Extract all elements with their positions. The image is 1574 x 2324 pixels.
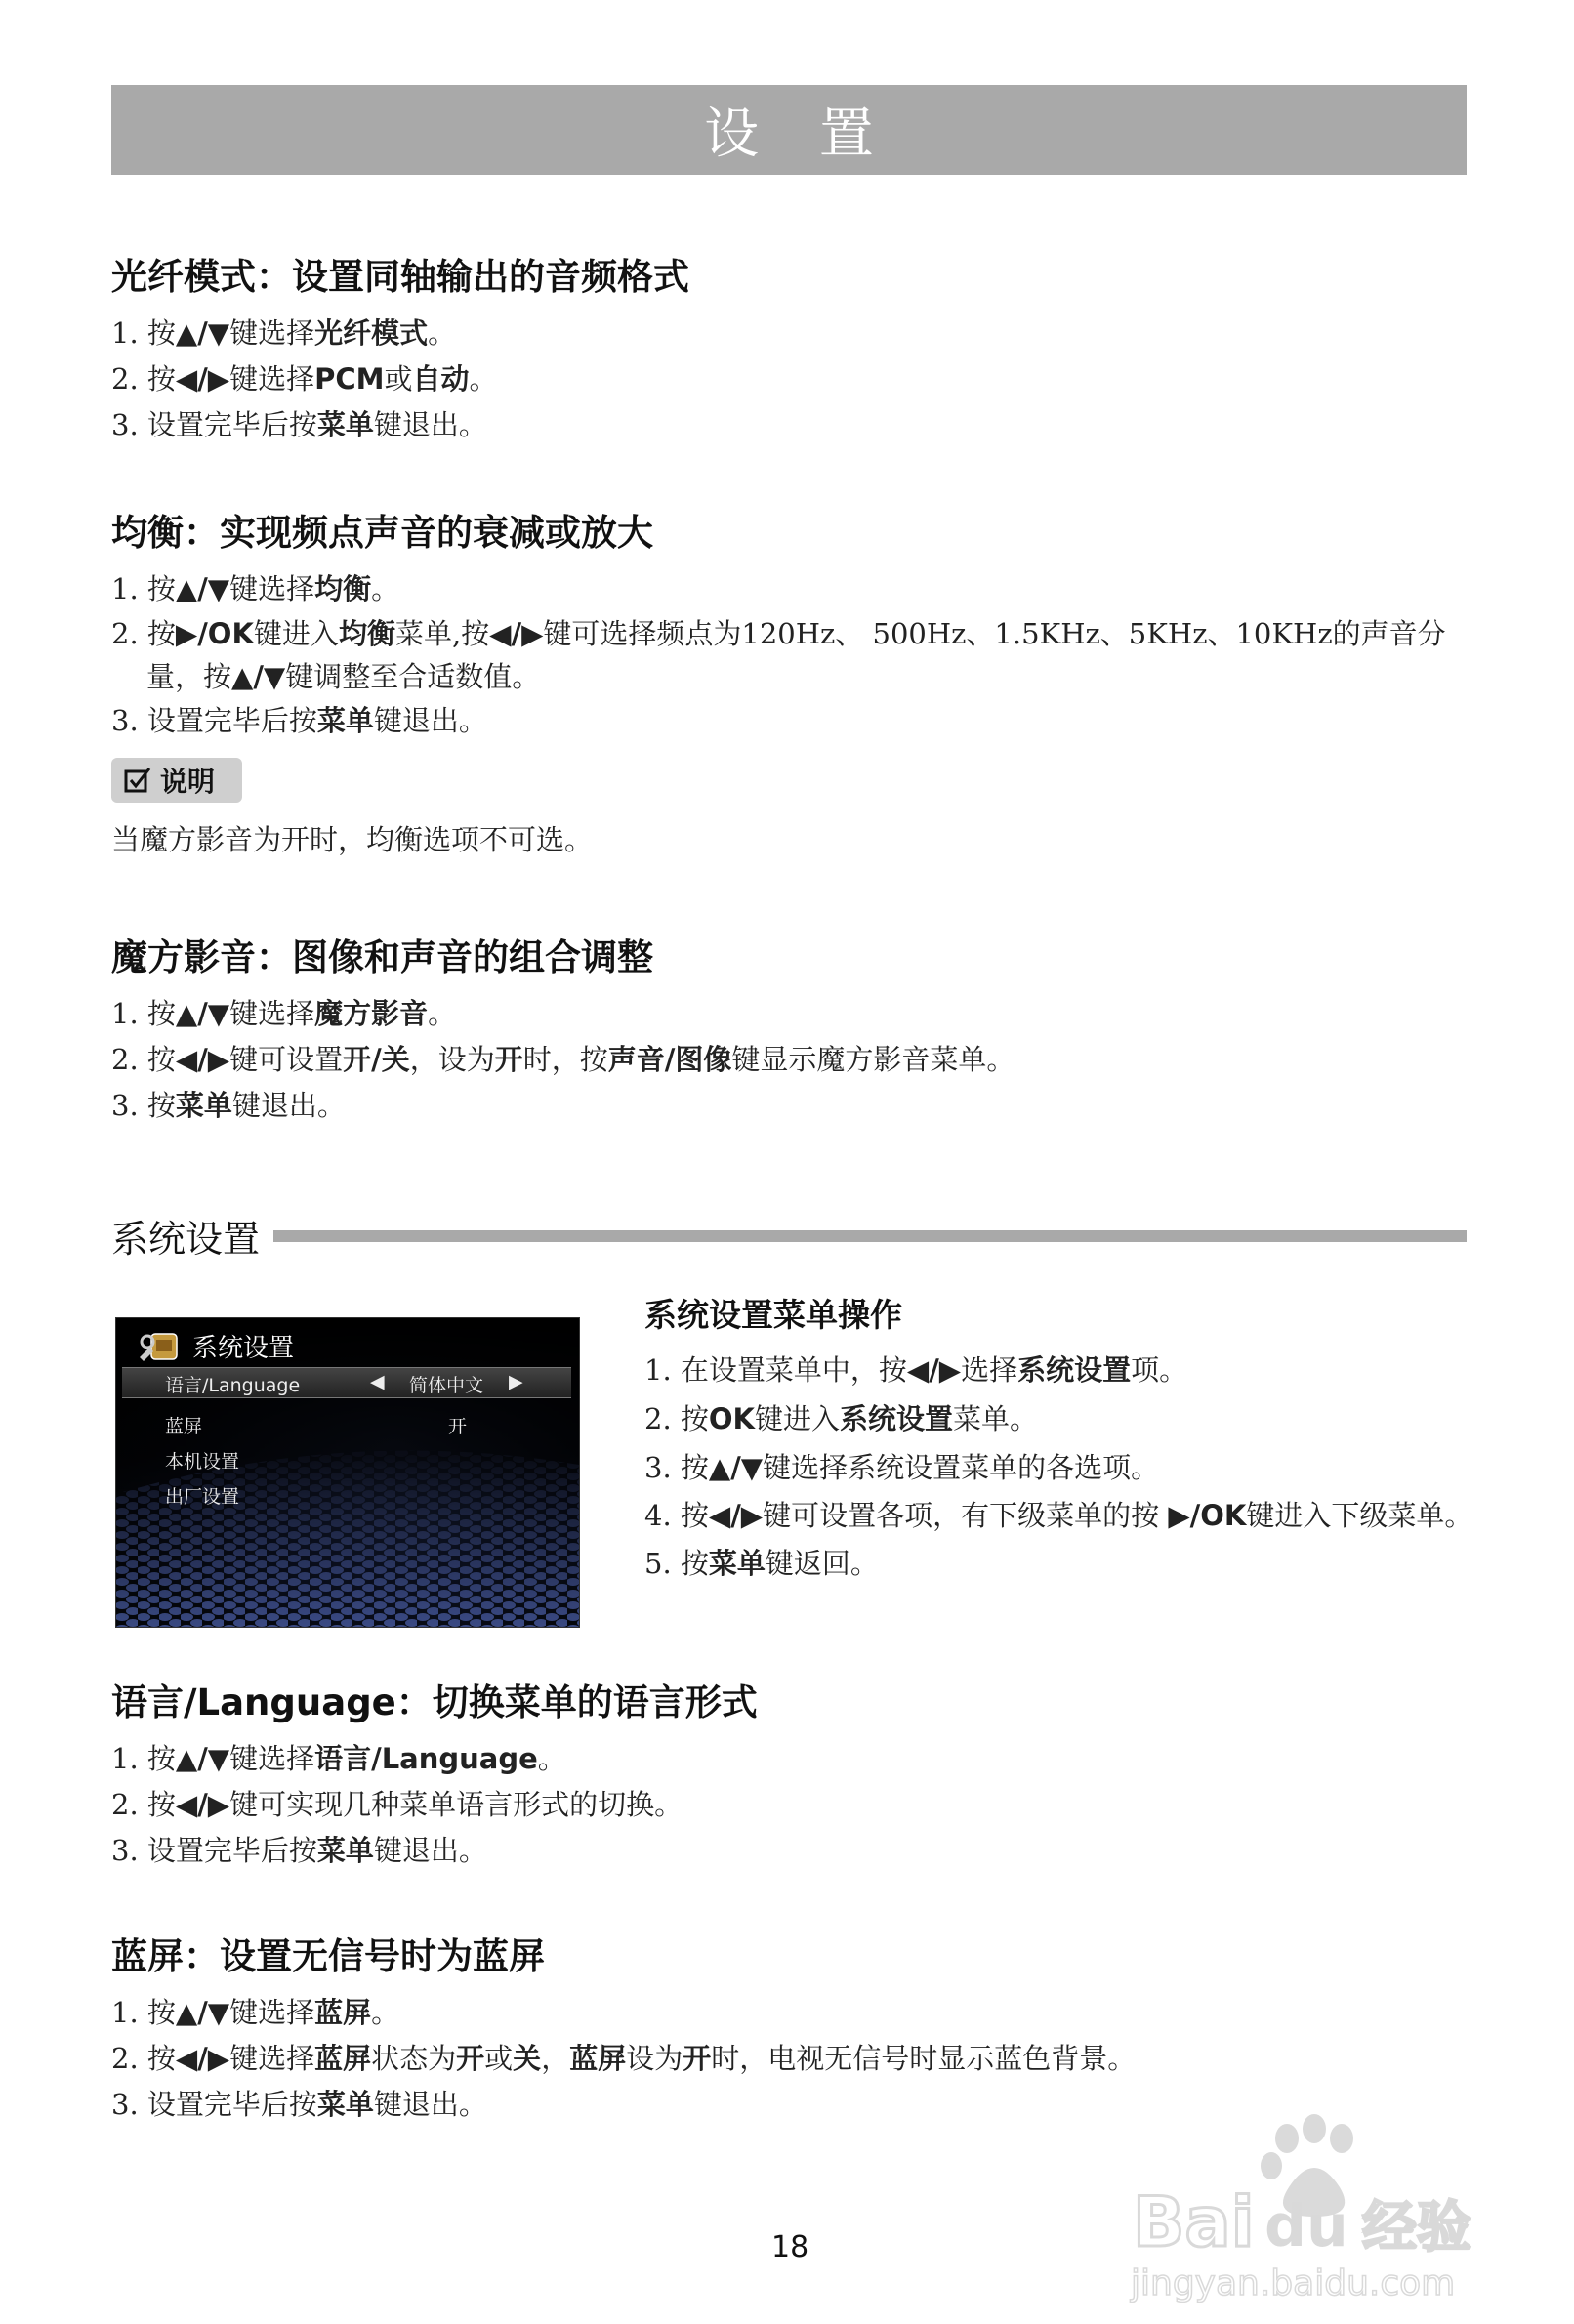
step-item: 1. 在设置菜单中，按◀/▶选择系统设置项。 [644, 1353, 1188, 1387]
subsection-title: 系统设置菜单操作 [644, 1296, 902, 1334]
section-heading: 系统设置 [111, 1218, 261, 1261]
menu-item-factory-settings[interactable]: 出厂设置 [165, 1486, 240, 1508]
section-title: 蓝屏：设置无信号时为蓝屏 [111, 1935, 545, 1977]
step-list [111, 1736, 1478, 1874]
svg-text:du: du [1264, 2192, 1348, 2261]
checkbox-edit-icon [123, 766, 152, 795]
tv-menu-title: 系统设置 [192, 1334, 295, 1363]
arrow-right-icon[interactable]: ▶ [509, 1371, 523, 1392]
step-item: 2. 按▶/OK键进入均衡菜单,按◀/▶键可选择频点为120Hz、 500Hz、1.5KHz、5KHz、10KHz的声音分量，按▲/▼键调整至合适数值。 [111, 617, 1446, 693]
step-item: 3. 设置完毕后按菜单键退出。 [111, 1834, 487, 1867]
step-list [111, 1990, 1478, 2128]
note-label: 说明 [160, 766, 216, 798]
section-equalizer [111, 508, 1478, 744]
system-settings-heading [111, 1209, 1467, 1263]
step-list [111, 566, 1478, 744]
step-item: 2. 按◀/▶键可设置开/关，设为开时，按声音/图像键显示魔方影音菜单。 [111, 1043, 1015, 1076]
arrow-left-icon[interactable]: ◀ [370, 1371, 385, 1392]
note-badge [111, 758, 242, 803]
section-title: 语言/Language：切换菜单的语言形式 [111, 1681, 758, 1723]
menu-item-language[interactable]: 语言/Language [165, 1375, 301, 1396]
settings-icon [138, 1330, 181, 1363]
page-header-bar [111, 85, 1467, 175]
baidu-jingyan-watermark [1123, 2109, 1513, 2304]
step-item: 1. 按▲/▼键选择光纤模式。 [111, 316, 457, 350]
section-title: 魔方影音：图像和声音的组合调整 [111, 936, 653, 978]
blue-screen-value: 开 [448, 1416, 468, 1437]
step-list [644, 1346, 1484, 1588]
note-text: 当魔方影音为开时，均衡选项不可选。 [111, 823, 594, 856]
section-title: 均衡：实现频点声音的衰减或放大 [111, 512, 653, 554]
section-title: 光纤模式：设置同轴输出的音频格式 [111, 256, 689, 298]
step-list [111, 991, 1478, 1129]
step-item: 3. 设置完毕后按菜单键退出。 [111, 2088, 487, 2121]
page-title: 设 置 [704, 103, 895, 166]
language-value: 简体中文 [409, 1375, 484, 1396]
section-optical [111, 252, 1478, 448]
svg-text:jingyan.baidu.com: jingyan.baidu.com [1131, 2263, 1456, 2303]
step-item: 3. 设置完毕后按菜单键退出。 [111, 704, 487, 737]
step-item: 2. 按◀/▶键选择PCM或自动。 [111, 362, 498, 395]
step-item: 5. 按菜单键返回。 [644, 1547, 879, 1580]
menu-item-local-settings[interactable]: 本机设置 [165, 1451, 240, 1473]
step-item: 4. 按◀/▶键可设置各项，有下级菜单的按 ▶/OK键进入下级菜单。 [644, 1499, 1473, 1532]
step-item: 2. 按OK键进入系统设置菜单。 [644, 1402, 1039, 1435]
system-menu-operations [644, 1291, 1484, 1588]
step-item: 1. 按▲/▼键选择魔方影音。 [111, 997, 457, 1030]
tv-menu-header [138, 1328, 294, 1364]
step-item: 3. 按▲/▼键选择系统设置菜单的各选项。 [644, 1451, 1160, 1484]
tv-menu-screenshot [115, 1317, 580, 1628]
step-item: 3. 按菜单键退出。 [111, 1089, 346, 1122]
svg-text:经验: 经验 [1362, 2196, 1471, 2260]
svg-text:Bai: Bai [1133, 2182, 1255, 2262]
step-item: 3. 设置完毕后按菜单键退出。 [111, 408, 487, 441]
step-item: 1. 按▲/▼键选择蓝屏。 [111, 1996, 400, 2029]
step-item: 2. 按◀/▶键选择蓝屏状态为开或关，蓝屏设为开时，电视无信号时显示蓝色背景。 [111, 2042, 1137, 2075]
step-item: 1. 按▲/▼键选择语言/Language。 [111, 1742, 566, 1775]
menu-item-blue-screen[interactable]: 蓝屏 [165, 1416, 203, 1437]
page-number: 18 [771, 2230, 809, 2264]
section-blue-screen [111, 1931, 1478, 2128]
section-language [111, 1678, 1478, 1874]
section-magic [111, 933, 1478, 1129]
step-item: 1. 按▲/▼键选择均衡。 [111, 572, 400, 605]
heading-rule [273, 1230, 1467, 1242]
step-list [111, 311, 1478, 448]
step-item: 2. 按◀/▶键可实现几种菜单语言形式的切换。 [111, 1788, 683, 1821]
